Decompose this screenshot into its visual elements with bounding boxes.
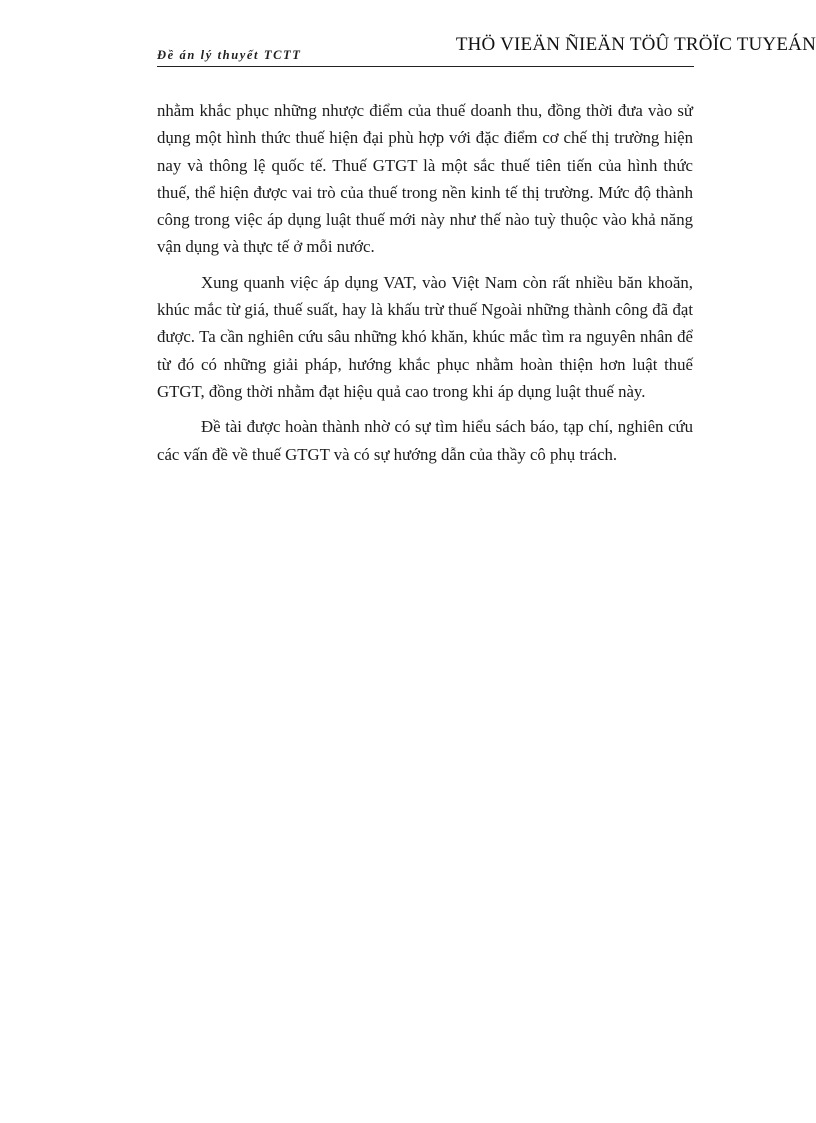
paragraph-issues: Xung quanh việc áp dụng VAT, vào Việt Nam còn rất nhiều băn khoăn, khúc mắc từ giá, thuế suất, hay là khấu trừ thuế Ngoài những thành công đã đạt được. Ta cần nghiên cứu sâu những khó khăn, khúc mắc tìm ra nguyên nhân để từ đó có những giải pháp, hướng khắc phục nhằm hoàn thiện hơn luật thuế GTGT, đồng thời nhằm đạt hiệu quả cao trong khi áp dụng luật thuế này. [157, 272, 693, 401]
paragraph-intro: nhằm khắc phục những nhược điểm của thuế doanh thu, đồng thời đưa vào sử dụng một hình thức thuế hiện đại phù hợp với đặc điểm cơ chế thị trường hiện nay và thông lệ quốc tế. Thuế GTGT là một sắc thuế tiên tiến của hình thức thuế, thể hiện được vai trò của thuế trong nền kinh tế thị trường. Mức độ thành công trong việc áp dụng luật thuế mới này như thế nào tuỳ thuộc vào khả năng vận dụng và thực tế ở mỗi nước. [157, 101, 693, 257]
header-divider [157, 66, 694, 67]
paragraph-acknowledgement: Đề tài được hoàn thành nhờ có sự tìm hiểu sách báo, tạp chí, nghiên cứu các vấn đề về thuế GTGT và có sự hướng dẫn của thầy cô phụ trách. [157, 417, 693, 464]
document-title: Đề án lý thuyết TCTT [157, 48, 302, 62]
document-body [157, 97, 693, 476]
library-banner: THÖ VIEÄN ÑIEÄN TÖÛ TRÖÏC TUYEÁN [455, 34, 816, 55]
page-header [157, 30, 816, 68]
